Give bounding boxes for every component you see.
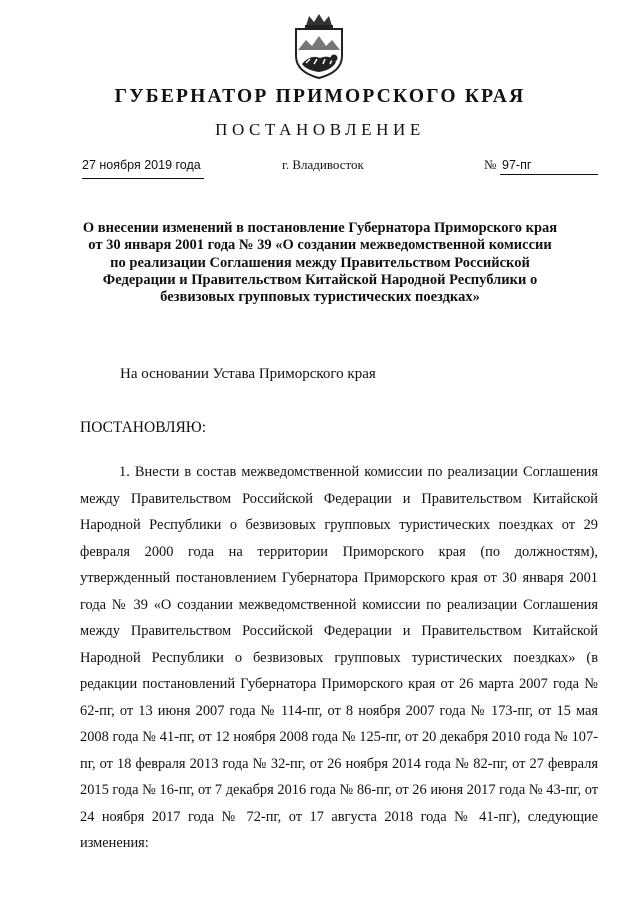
page-title: ГУБЕРНАТОР ПРИМОРСКОГО КРАЯ (114, 86, 526, 107)
number-sign: № (484, 157, 497, 172)
document-city: г. Владивосток (282, 157, 364, 172)
document-number (484, 156, 598, 178)
decree-word: ПОСТАНОВЛЯЮ: (80, 419, 207, 436)
number-value: 97-пг (500, 156, 598, 175)
basis-text: На основании Устава Приморского края (120, 366, 376, 382)
document-heading: О внесении изменений в постановление Губернатора Приморского края от 30 января 2001 года № 39 «О создании межведомственной комиссии по реализации Соглашения между Правительством Российской Федерации и Правительством Китайской Народной Республики о безвизовых групповых туристических поездках» (82, 220, 558, 306)
coat-of-arms-icon (290, 14, 348, 80)
paragraph-1: 1. Внести в состав межведомственной комиссии по реализации Соглашения между Правительством Российской Федерации и Правительством Китайской Народной Республики о безвизовых групповых туристических поездках от 29 февраля 2000 года на территории Приморского края (по должностям), утвержденный постановлением Губернатора Приморского края от 30 января 2001 года № 39 «О создании межведомственной комиссии по реализации Соглашения между Правительством Российской Федерации и Правительством Китайской Народной Республики о безвизовых групповых туристических поездках» (в редакции постановлений Губернатора Приморского края от 26 марта 2007 года № 62-пг, от 13 июня 2007 года № 114-пг, от 8 ноября 2007 года № 173-пг, от 15 мая 2008 года № 41-пг, от 12 ноября 2008 года № 125-пг, от 20 декабря 2010 года № 107-пг, от 18 февраля 2013 года № 32-пг, от 26 ноября 2014 года № 82-пг, от 27 февраля 2015 года № 16-пг, от 7 декабря 2016 года № 86-пг, от 26 июня 2017 года № 43-пг, от 24 ноября 2017 года № 72-пг, от 17 августа 2018 года № 41-пг), следующие изменения: (80, 464, 598, 851)
document-date: 27 ноября 2019 года (82, 156, 204, 179)
document-type: ПОСТАНОВЛЕНИЕ (215, 120, 425, 139)
